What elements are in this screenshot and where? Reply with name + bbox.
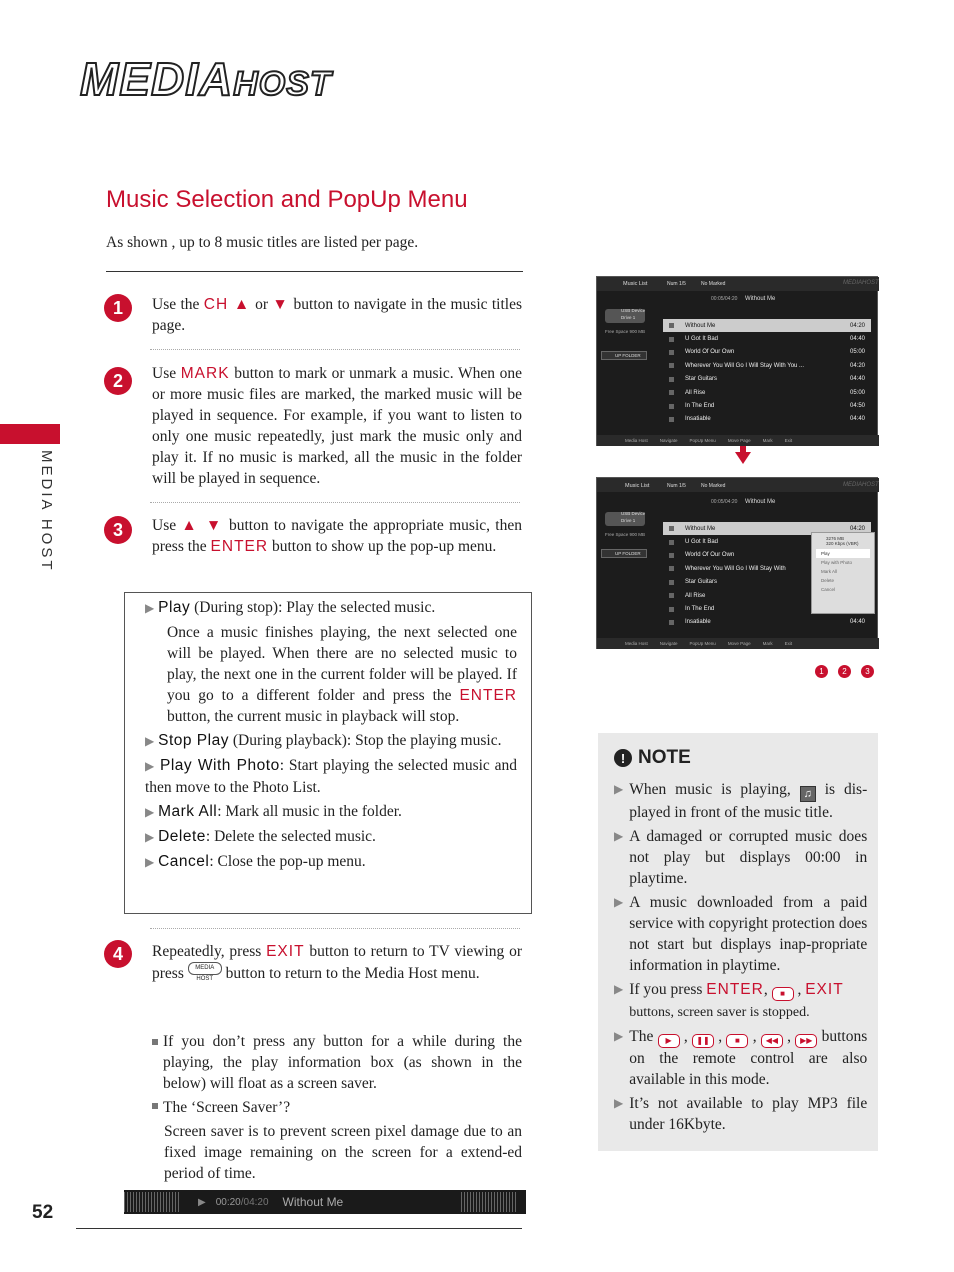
triangle-icon: ▶ xyxy=(614,1029,624,1043)
screen-device: USB Device xyxy=(621,308,646,313)
option-markall xyxy=(145,801,517,823)
note-item xyxy=(614,779,870,823)
song-title: All Rise xyxy=(685,389,706,396)
text: If you press xyxy=(629,981,707,998)
text: : Start playing the selected music and then move to the Photo List. xyxy=(145,757,517,796)
screen-now-time: 00:05/04:20 xyxy=(711,499,738,505)
note-item: ▶ If you press ENTER, ■ , EXIT buttons, screen saver is stopped. xyxy=(614,979,870,1023)
screen-header: Music List xyxy=(623,281,648,287)
screen-free: Free Space 900 MB xyxy=(605,532,646,537)
mediahost-button-icon: MEDIA HOST xyxy=(188,962,222,975)
text: button to return to TV viewing or press xyxy=(152,943,522,982)
dotted-divider xyxy=(150,502,520,503)
step-marker: 2 xyxy=(838,665,851,678)
song-list xyxy=(663,319,871,426)
footer-item: Move Page xyxy=(727,641,751,646)
song-title: Star Guitars xyxy=(685,376,718,383)
osd-time: 00:20 xyxy=(215,1196,241,1208)
text: button to mark or unmark a music. When one or more music files are marked, the marked music will be played in sequence. For example, if you want to listen to only one music repeatedly, just mark the music only and play it. If no music is marked, all the music in the folder will be played in sequence. xyxy=(152,365,522,487)
text: When music is playing, xyxy=(629,781,791,798)
text: : Delete the selected music. xyxy=(205,828,376,845)
song-length: 04:40 xyxy=(849,376,865,383)
checkbox[interactable] xyxy=(669,323,674,328)
song-title: Insatiable xyxy=(685,416,711,423)
screen-footer xyxy=(597,435,879,446)
rewind-button-icon: ◀◀ xyxy=(761,1034,783,1048)
checkbox[interactable] xyxy=(669,390,674,395)
bullet-icon xyxy=(152,1103,158,1109)
text: Use xyxy=(152,517,182,534)
text: or xyxy=(250,296,273,313)
checkbox[interactable] xyxy=(669,566,674,571)
song-length: 04:50 xyxy=(849,403,865,410)
note-item: ▶ The ▶ , ❚❚ , ■ , ◀◀ , ▶▶ buttons on the remote control are also available in this mode. xyxy=(614,1028,868,1088)
osd-stripes xyxy=(124,1192,180,1212)
song-row[interactable] xyxy=(663,346,871,359)
upfolder-label: UP FOLDER xyxy=(615,353,641,358)
option-play xyxy=(145,597,517,619)
triangle-icon: ▶ xyxy=(145,759,156,773)
footer-item: Exit xyxy=(784,438,793,443)
checkbox[interactable] xyxy=(669,404,674,409)
footer-item: Mark xyxy=(762,641,773,646)
checkbox[interactable] xyxy=(669,607,674,612)
play-button-icon: ▶ xyxy=(658,1034,680,1048)
footer-item: Navigate xyxy=(659,438,678,443)
song-title: World Of Our Own xyxy=(685,349,735,356)
song-row[interactable] xyxy=(663,359,871,372)
popup-item-delete[interactable]: Delete xyxy=(821,578,835,583)
popup-item-mark-all[interactable]: Mark All xyxy=(821,569,838,574)
page-number: 52 xyxy=(32,1202,54,1223)
note-header xyxy=(614,747,870,769)
screen-page: Num 1/5 xyxy=(667,483,686,489)
footer-item: Media Host xyxy=(625,438,648,443)
song-title: All Rise xyxy=(685,592,706,599)
step-1-text xyxy=(152,294,522,336)
arrow-down-icon xyxy=(735,452,751,464)
triangle-icon: ▶ xyxy=(614,982,624,996)
text: Use the xyxy=(152,296,204,313)
osd-stripes xyxy=(461,1192,517,1212)
text: A damaged or corrupted music does not play but displays 00:00 in playtime. xyxy=(629,828,868,887)
screen-brand: MEDIAHOST xyxy=(843,482,879,488)
screen-now-time: 00:05/04:20 xyxy=(711,296,738,302)
forward-button-icon: ▶▶ xyxy=(795,1034,817,1048)
key-label: MARK xyxy=(180,365,230,382)
note-item xyxy=(614,892,870,976)
option-label: Play With Photo xyxy=(160,757,280,774)
song-title: Without Me xyxy=(685,525,716,532)
song-length: 04:40 xyxy=(849,336,865,343)
popup-size: 3276 MB xyxy=(826,536,845,541)
screensaver-note xyxy=(152,1031,522,1184)
song-length: 04:20 xyxy=(849,362,865,369)
song-length: 04:20 xyxy=(849,525,865,532)
upfolder-label: UP FOLDER xyxy=(615,551,641,556)
step-number: 4 xyxy=(104,940,132,968)
text: The xyxy=(629,1028,658,1045)
text: buttons on the remote control are also available in this mode. xyxy=(629,1028,868,1088)
osd-title: Without Me xyxy=(282,1195,344,1209)
text: (During playback): Stop the playing music. xyxy=(228,732,502,749)
song-row[interactable] xyxy=(663,386,871,399)
text: (During stop): Play the selected music. xyxy=(190,599,436,616)
text: button to return to the Media Host menu. xyxy=(221,965,480,982)
text: It’s not available to play MP3 file under 16Kbyte. xyxy=(629,1095,868,1133)
step-marker: 3 xyxy=(861,665,874,678)
option-delete xyxy=(145,826,517,848)
song-row[interactable] xyxy=(663,319,871,332)
screen-drive: Drive 1 xyxy=(621,315,636,320)
page-rule xyxy=(76,1228,522,1229)
play-icon: ▶ xyxy=(198,1196,206,1208)
exclamation-icon: ! xyxy=(614,749,632,767)
screen-device: USB Device xyxy=(621,511,646,516)
step-2-text xyxy=(152,363,522,489)
footer-item: Mark xyxy=(762,438,773,443)
option-label: Delete xyxy=(158,828,206,845)
screen-footer xyxy=(597,638,879,649)
option-cancel xyxy=(145,851,517,873)
intro-text: As shown , up to 8 music titles are listed per page. xyxy=(106,234,419,251)
text: button to navigate the appropriate music, then press the xyxy=(152,517,522,555)
song-title: In The End xyxy=(685,606,715,613)
triangle-icon: ▶ xyxy=(614,782,624,796)
song-row[interactable] xyxy=(663,332,871,345)
checkbox[interactable] xyxy=(669,350,674,355)
text: button to show up the pop-up menu. xyxy=(268,538,497,555)
checkbox[interactable] xyxy=(669,580,674,585)
song-row[interactable] xyxy=(663,413,871,426)
screen-brand: MEDIAHOST xyxy=(843,280,879,286)
screen-page: Num 1/5 xyxy=(667,281,686,287)
stop-button-icon: ■ xyxy=(726,1034,748,1048)
text: buttons, screen saver is stopped. xyxy=(629,1005,810,1020)
popup-item-play-with-photo[interactable]: Play with Photo xyxy=(821,560,853,565)
song-row[interactable] xyxy=(663,373,871,386)
pause-button-icon: ❚❚ xyxy=(692,1034,714,1048)
step-marker: 1 xyxy=(815,665,828,678)
song-length: 04:40 xyxy=(849,416,865,423)
popup-rate: 320 Kbps (VBR) xyxy=(826,541,859,546)
key-label: ENTER xyxy=(210,538,269,555)
mediahost-logo xyxy=(80,52,332,106)
text: : Close the pop-up menu. xyxy=(209,853,366,870)
step-number: 1 xyxy=(104,294,132,322)
checkbox[interactable] xyxy=(669,417,674,422)
key-label: ▼ xyxy=(272,296,290,313)
dotted-divider xyxy=(150,928,520,929)
text: button to navigate in the music titles page. xyxy=(152,296,522,334)
text: : Mark all music in the folder. xyxy=(217,803,402,820)
footer-item: PopUp Menu xyxy=(689,438,716,443)
checkbox[interactable] xyxy=(669,593,674,598)
checkbox[interactable] xyxy=(669,526,674,531)
triangle-icon: ▶ xyxy=(145,734,155,748)
option-photo xyxy=(145,755,517,798)
popup-item-play[interactable]: Play xyxy=(816,549,870,558)
song-title: In The End xyxy=(685,403,715,410)
song-length: 04:40 xyxy=(849,619,865,626)
song-title: Wherever You Will Go I Will Stay With xyxy=(685,565,786,572)
step-number: 3 xyxy=(104,516,132,544)
triangle-icon: ▶ xyxy=(145,601,155,615)
tv-screen-music-list xyxy=(596,276,878,446)
song-title: Without Me xyxy=(685,322,716,329)
screen-now-title: Without Me xyxy=(745,296,776,302)
screensaver-osd xyxy=(124,1190,526,1214)
triangle-icon: ▶ xyxy=(145,805,155,819)
note-item xyxy=(614,1093,870,1135)
text: Repeatedly, press xyxy=(152,943,267,960)
screen-drive: Drive 1 xyxy=(621,518,636,523)
note-box xyxy=(598,733,878,1151)
option-label: Stop Play xyxy=(158,732,229,749)
text: is dis-played in front of the music title. xyxy=(629,781,868,821)
popup-options-box xyxy=(124,592,532,914)
footer-item: PopUp Menu xyxy=(689,641,716,646)
checkbox[interactable] xyxy=(669,540,674,545)
triangle-icon: ▶ xyxy=(614,829,624,843)
song-title: Wherever You Will Go I Will Stay With You ... xyxy=(685,362,805,369)
checkbox[interactable] xyxy=(669,363,674,368)
key-label: EXIT xyxy=(266,943,305,960)
side-tab xyxy=(0,424,60,444)
key-label: ▲ ▼ xyxy=(181,517,224,534)
popup-item-cancel[interactable]: Cancel xyxy=(821,587,836,592)
bullet-icon xyxy=(152,1039,158,1045)
song-title: Star Guitars xyxy=(685,579,718,586)
text: A music downloaded from a paid service with copyright protection does not start but displays inap-propriate information in playtime. xyxy=(629,894,868,974)
screen-header: Music List xyxy=(625,483,650,489)
song-title: World Of Our Own xyxy=(685,552,735,559)
song-row[interactable] xyxy=(663,616,871,629)
triangle-icon: ▶ xyxy=(145,830,155,844)
key-label: ENTER xyxy=(459,687,517,704)
music-note-icon: ♫ xyxy=(800,786,816,802)
footer-item: Move Page xyxy=(727,438,751,443)
option-stop xyxy=(145,730,517,752)
popup-menu xyxy=(811,532,875,614)
tv-screen-popup xyxy=(596,477,878,649)
triangle-icon: ▶ xyxy=(614,1096,624,1110)
footer-item: Media Host xyxy=(625,641,648,646)
text: Use xyxy=(152,365,181,382)
text: button, the current music in playback will stop. xyxy=(167,708,460,725)
song-length: 05:00 xyxy=(849,349,865,356)
logo-small-text: HOST xyxy=(233,65,332,103)
checkbox[interactable] xyxy=(669,377,674,382)
song-title: Insatiable xyxy=(685,619,711,626)
step-3-text xyxy=(152,515,522,557)
osd-total: /04:20 xyxy=(240,1196,269,1208)
text: Screen saver is to prevent screen pixel damage due to an fixed image remaining on the screen for a extend-ed period of time. xyxy=(164,1123,522,1182)
note-title: NOTE xyxy=(638,747,691,768)
section-title: Music Selection and PopUp Menu xyxy=(106,186,468,213)
song-title: U Got It Bad xyxy=(685,336,719,343)
key-label: ENTER xyxy=(706,981,764,998)
triangle-icon: ▶ xyxy=(145,855,155,869)
key-label: CH ▲ xyxy=(203,296,251,313)
song-length: 04:20 xyxy=(849,322,865,329)
screen-now-title: Without Me xyxy=(745,499,776,505)
checkbox[interactable] xyxy=(669,620,674,625)
song-title: U Got It Bad xyxy=(685,539,719,546)
option-label: Play xyxy=(158,599,191,616)
dotted-divider xyxy=(150,349,520,350)
stop-button-icon: ■ xyxy=(772,987,794,1001)
key-label: EXIT xyxy=(805,981,844,998)
divider xyxy=(106,271,523,272)
side-label: MEDIA HOST xyxy=(38,450,55,573)
text: The ‘Screen Saver’? xyxy=(163,1099,291,1116)
option-label: Mark All xyxy=(158,803,218,820)
step-4-text xyxy=(152,941,522,984)
screen-free: Free Space 900 MB xyxy=(605,329,646,334)
option-label: Cancel xyxy=(158,853,210,870)
checkbox[interactable] xyxy=(669,337,674,342)
option-play-detail xyxy=(145,622,517,727)
checkbox[interactable] xyxy=(669,553,674,558)
triangle-icon: ▶ xyxy=(614,895,624,909)
screen-marked: No Marked xyxy=(701,483,726,489)
note-item xyxy=(614,826,870,889)
step-number: 2 xyxy=(104,367,132,395)
footer-item: Exit xyxy=(784,641,793,646)
logo-big-text: MEDIA xyxy=(80,53,234,105)
text: Once a music finishes playing, the next selected one will be played. When there are no selected music to play, the next one in the current folder will be played. If you go to a different folder and press the xyxy=(167,624,517,704)
song-length: 05:00 xyxy=(849,389,865,396)
text: If you don’t press any button for a while during the playing, the play information box (as shown in the below) will float as a screen saver. xyxy=(163,1033,522,1092)
footer-item: Navigate xyxy=(659,641,678,646)
screen-marked: No Marked xyxy=(701,281,726,287)
song-row[interactable] xyxy=(663,399,871,412)
step-markers xyxy=(815,665,874,678)
